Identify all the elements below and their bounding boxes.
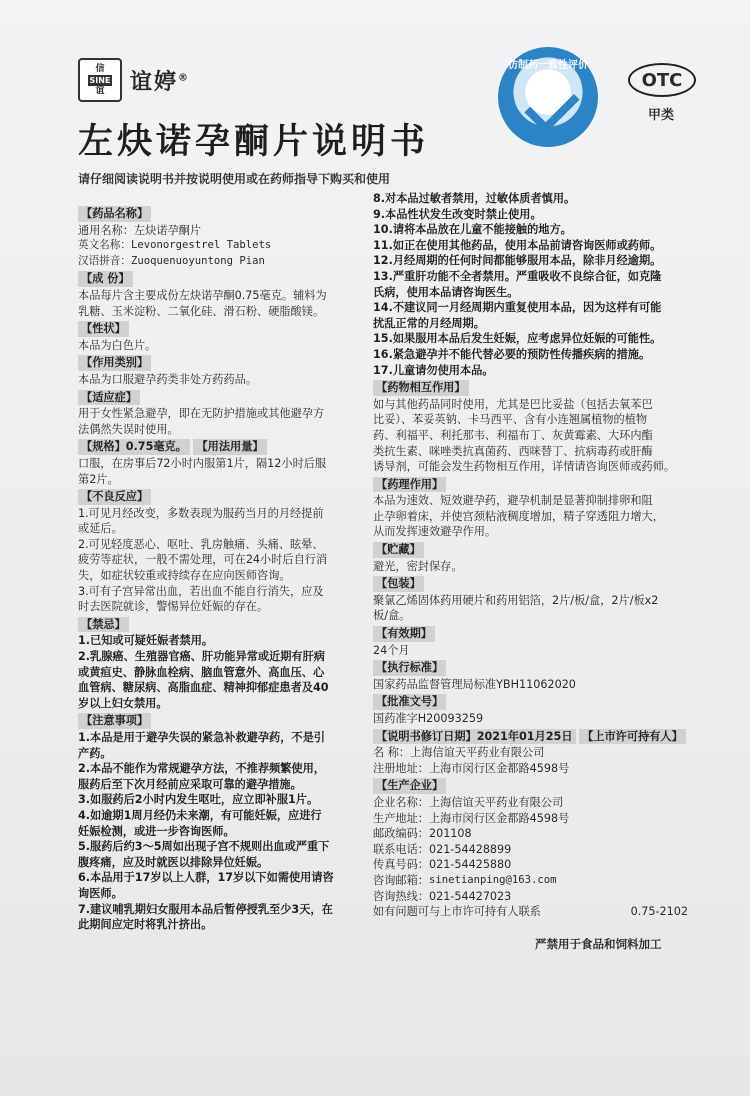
maker-address-key: 生产地址：	[373, 811, 429, 825]
maker-name-value: 上海信谊天平药业有限公司	[428, 795, 564, 809]
caution-line: 12.月经周期的任何时间都能够服用本品，除非月经逾期。	[373, 254, 662, 268]
spec-heading: 【规格】0.75毫克。	[78, 439, 190, 455]
english-name: 英文名称：Levonorgestrel Tablets	[78, 239, 272, 252]
section-heading: 【药品名称】	[78, 206, 151, 222]
caution-line: 2.本品不能作为常规避孕方法，不推荐频繁使用，	[78, 762, 325, 776]
caution-line: 扰乱正常的月经周期。	[373, 316, 485, 330]
phone-key: 联系电话：	[373, 842, 429, 856]
contra-line: 1.已知或可疑妊娠者禁用。	[78, 634, 214, 648]
adverse-line: 失，如症状较重或持续存在应向医师咨询。	[78, 569, 291, 583]
interaction-line: 比妥）、苯妥英钠、卡马西平、含有小连翘属植物的植物	[373, 413, 648, 427]
revision-date: 【说明书修订日期】2021年01月25日	[373, 729, 576, 745]
pinyin-name: 汉语拼音：Zuoquenuoyuntong Pian	[78, 254, 265, 267]
pharm-line: 从而发挥速效避孕作用。	[373, 525, 497, 539]
adverse-line: 3.可有子宫异常出血，若出血不能自行消失，应及	[78, 584, 324, 598]
caution-line: 3.如服药后2小时内发生呕吐，应立即补服1片。	[78, 793, 319, 807]
caution-line: 13.严重肝功能不全者禁用。严重吸收不良综合征，如克隆	[373, 269, 662, 283]
caution-line: 15.如果服用本品后发生妊娠，应考虑异位妊娠的可能性。	[373, 332, 662, 346]
caution-line: 8.对本品过敏者禁用，过敏体质者慎用。	[373, 192, 576, 205]
indication-line: 法偶然失误时使用。	[78, 422, 179, 436]
brand-logo	[78, 58, 190, 102]
package-line: 板/盒。	[373, 609, 411, 623]
section-heading: 【有效期】	[373, 626, 435, 642]
composition-line: 乳糖、玉米淀粉、二氧化硅、滑石粉、硬脂酸镁。	[78, 304, 325, 318]
badge-text: 仿制药一致性评价	[508, 60, 588, 71]
section-heading: 【用法用量】	[193, 439, 266, 455]
caution-line: 7.建议哺乳期妇女服用本品后暂停授乳至少3天，在	[78, 902, 333, 916]
indication-line: 用于女性紧急避孕，即在无防护措施或其他避孕方	[78, 407, 325, 421]
interaction-line: 药、利福平、利托那韦、利福布丁、灰黄霉素、大环内酯	[373, 428, 653, 442]
interaction-line: 类抗生素、咪唑类抗真菌药、西咪替丁、抗病毒药或肝酶	[373, 444, 653, 458]
holder-name-value: 上海信谊天平药业有限公司	[410, 746, 545, 760]
caution-line: 10.请将本品放在儿童不能接触的地方。	[373, 223, 572, 237]
section-heading: 【上市许可持有人】	[579, 729, 686, 745]
footer-warning: 严禁用于食品和饲料加工	[535, 937, 662, 951]
contact-note: 如有问题可与上市许可持有人联系	[373, 905, 541, 919]
maker-address-value: 上海市闵行区金都路4598号	[428, 811, 570, 825]
section-heading: 【成 份】	[78, 271, 133, 287]
caution-line: 1.本品是用于避孕失误的紧急补救避孕药，不是引	[78, 731, 325, 744]
version-code: 0.75-2102	[630, 905, 688, 919]
usage-line: 口服，在房事后72小时内服第1片，隔12小时后服	[78, 456, 327, 470]
postcode-key: 邮政编码：	[373, 827, 429, 841]
hotline-key: 咨询热线：	[373, 889, 429, 903]
section-heading: 【注意事项】	[78, 713, 151, 729]
left-column	[78, 204, 360, 933]
seal-top: 信	[95, 63, 105, 74]
caution-line: 此期间应定时将乳汁挤出。	[78, 918, 213, 932]
seal-bottom: 谊	[95, 85, 105, 96]
section-heading: 【性状】	[78, 321, 129, 337]
section-heading: 【执行标准】	[373, 660, 446, 676]
interaction-line: 如与其他药品同时使用，尤其是巴比妥盐（包括去氧苯巴	[373, 397, 653, 411]
contra-line: 岁以上妇女禁用。	[78, 696, 168, 710]
page-title: 左炔诺孕酮片说明书	[78, 122, 430, 162]
interaction-line: 诱导剂，可能会发生药物相互作用，详情请咨询医师或药师。	[373, 460, 676, 474]
contra-line: 2.乳腺癌、生殖器官癌、肝功能异常或近期有肝病	[78, 650, 325, 664]
brand-reg: ®	[178, 72, 191, 84]
hotline-value: 021-54427023	[428, 889, 512, 903]
brand-name: 谊婷	[130, 69, 179, 95]
caution-line: 产药。	[78, 746, 112, 760]
generic-name: 通用名称：左炔诺孕酮片	[78, 223, 202, 237]
email-value: sinetianping@163.com	[428, 873, 557, 886]
adverse-line: 疲劳等症状，一般不需处理，可在24小时后自行消	[78, 553, 328, 567]
section-heading: 【生产企业】	[373, 778, 446, 794]
consistency-evaluation-badge-icon	[498, 47, 598, 147]
adverse-line: 1.可见月经改变，多数表现为服药当月的月经提前	[78, 506, 324, 520]
approval-text: 国药准字H20093259	[373, 712, 484, 725]
caution-line: 16.紧急避孕并不能代替必要的预防性传播疾病的措施。	[373, 347, 651, 361]
caution-line: 询医师。	[78, 886, 123, 900]
usage-line: 第2片。	[78, 472, 119, 486]
postcode-value: 201108	[428, 827, 472, 841]
brand-seal-icon	[78, 58, 122, 102]
caution-line: 9.本品性状发生改变时禁止使用。	[373, 207, 542, 221]
adverse-line: 或延后。	[78, 522, 123, 536]
otc-class: 甲类	[648, 108, 675, 123]
holder-name-key: 名 称：	[373, 746, 411, 760]
otc-badge: OTC	[628, 63, 696, 97]
pharm-line: 止孕卵着床，并使宫颈粘液稠度增加，精子穿透阻力增大，	[373, 509, 664, 523]
caution-line: 氏病，使用本品请咨询医生。	[373, 285, 519, 299]
section-heading: 【作用类别】	[78, 355, 151, 371]
section-heading: 【禁忌】	[78, 617, 129, 633]
adverse-line: 时去医院就诊，警惕异位妊娠的存在。	[78, 600, 269, 614]
email-key: 咨询邮箱：	[373, 873, 429, 887]
checkmark-icon	[524, 78, 579, 133]
character-text: 本品为白色片。	[78, 338, 157, 352]
seal-mid: SINE	[89, 75, 111, 85]
holder-address-value: 上海市闵行区金都路4598号	[428, 761, 570, 775]
fax-value: 021-54425880	[428, 858, 512, 872]
pharm-line: 本品为速效、短效避孕药，避孕机制是显著抑制排卵和阻	[373, 494, 653, 508]
section-heading: 【药理作用】	[373, 477, 446, 493]
caution-line: 腹疼痛，应及时就医以排除异位妊娠。	[78, 855, 269, 869]
phone-value: 021-54428899	[428, 842, 512, 856]
caution-line: 妊娠检测，或进一步咨询医师。	[78, 824, 235, 838]
right-column	[373, 191, 688, 920]
composition-line: 本品每片含主要成份左炔诺孕酮0.75毫克。辅料为	[78, 288, 327, 302]
contra-line: 血管病、糖尿病、高脂血症、精神抑郁症患者及40	[78, 681, 329, 695]
section-heading: 【不良反应】	[78, 489, 151, 505]
adverse-line: 2.可见轻度恶心、呕吐、乳房触痛、头痛、眩晕、	[78, 537, 324, 551]
validity-text: 24个月	[373, 643, 410, 657]
fax-key: 传真号码：	[373, 858, 429, 872]
section-heading: 【批准文号】	[373, 694, 446, 710]
section-heading: 【包装】	[373, 576, 424, 592]
holder-address-key: 注册地址：	[373, 761, 429, 775]
caution-line: 服药后至下次月经前应采取可靠的避孕措施。	[78, 777, 302, 791]
section-heading: 【贮藏】	[373, 542, 424, 558]
page-subtitle: 请仔细阅读说明书并按说明使用或在药师指导下购买和使用	[78, 172, 391, 186]
caution-line: 6.本品用于17岁以上人群，17岁以下如需使用请咨	[78, 871, 334, 885]
caution-line: 11.如正在使用其他药品，使用本品前请咨询医师或药师。	[373, 238, 662, 252]
standard-text: 国家药品监督管理局标准YBH11062020	[373, 677, 576, 691]
contra-line: 或黄疸史、静脉血栓病、脑血管意外、高血压、心	[78, 665, 325, 679]
section-heading: 【适应症】	[78, 390, 140, 406]
storage-text: 避光，密封保存。	[373, 559, 463, 573]
caution-line: 5.服药后约3～5周如出现子宫不规则出血或严重下	[78, 840, 330, 854]
category-text: 本品为口服避孕药类非处方药药品。	[78, 372, 258, 386]
section-heading: 【药物相互作用】	[373, 380, 469, 396]
caution-line: 17.儿童请勿使用本品。	[373, 363, 494, 377]
maker-name-key: 企业名称：	[373, 795, 429, 809]
package-line: 聚氯乙烯固体药用硬片和药用铝箔，2片/板/盒，2片/板x2	[373, 593, 659, 607]
caution-line: 4.如逾期1周月经仍未来潮，有可能妊娠，应进行	[78, 808, 322, 822]
caution-line: 14.不建议同一月经周期内重复使用本品，因为这样有可能	[373, 301, 662, 315]
